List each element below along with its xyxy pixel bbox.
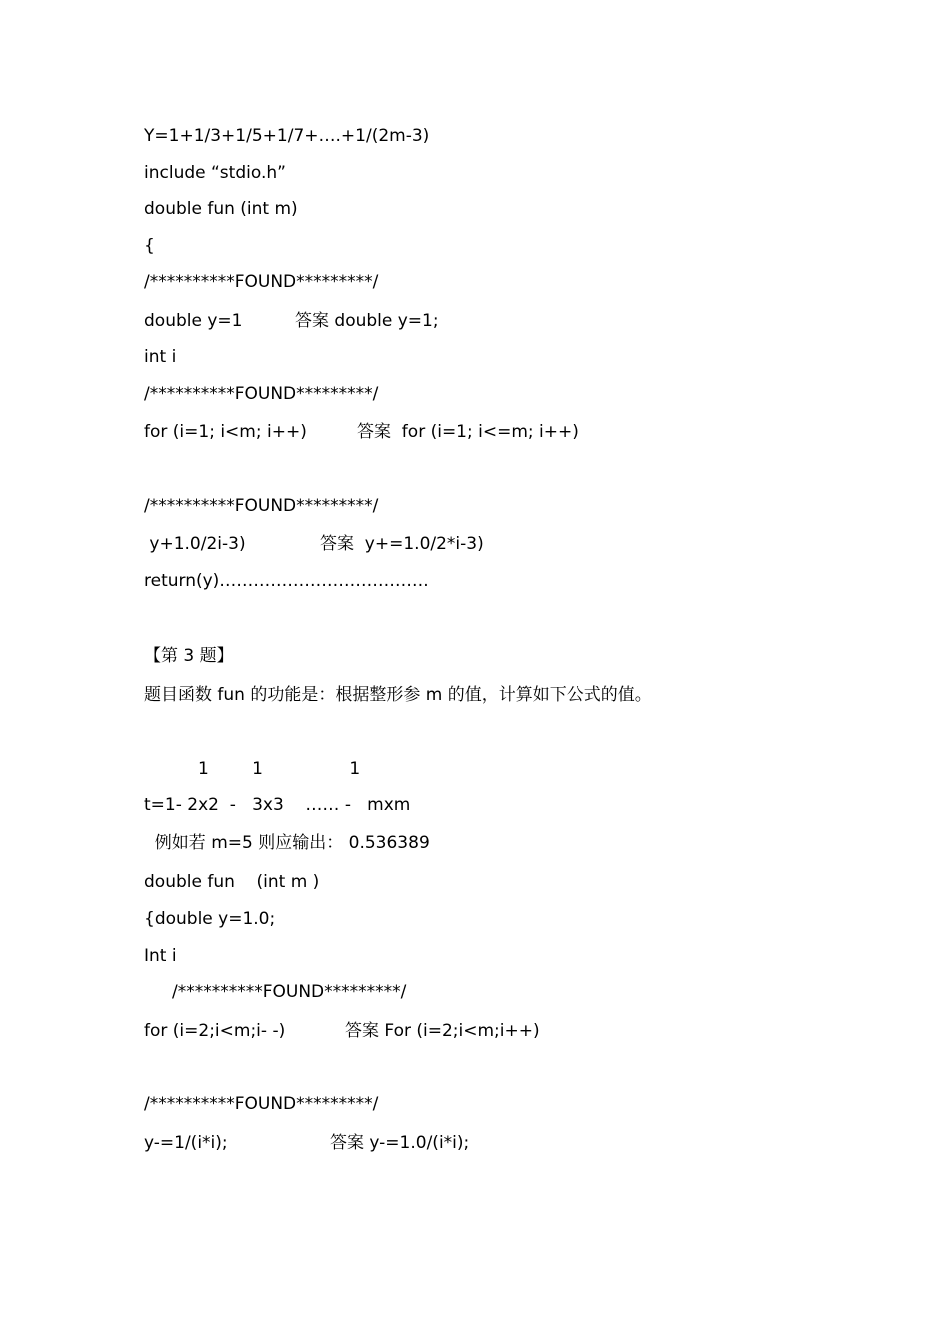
answer-line: 答案 For (i=2;i<m;i++) [345, 1021, 540, 1041]
question-text: 题目函数 fun 的功能是：根据整形参 m 的值，计算如下公式的值。 [144, 685, 652, 705]
found-marker: /**********FOUND*********/ [144, 1094, 379, 1114]
answer-line: 答案 double y=1; [295, 311, 439, 331]
function-signature: double fun (int m ) [144, 872, 320, 892]
formula-numerators: 1 1 1 [144, 759, 361, 779]
code-line: return(y)………………………………. [144, 571, 429, 591]
code-line: {double y=1.0; [144, 909, 276, 929]
answer-line: 答案 for (i=1; i<=m; i++) [357, 422, 579, 442]
code-line: y-=1/(i*i); [144, 1133, 228, 1153]
open-brace: { [144, 236, 155, 256]
code-line: y+1.0/2i-3) [144, 534, 246, 554]
found-marker: /**********FOUND*********/ [144, 384, 379, 404]
formula-line: t=1- 2x2 - 3x3 …… - mxm [144, 795, 411, 815]
example-line: 例如若 m=5 则应输出： 0.536389 [144, 833, 430, 853]
code-line: int i [144, 347, 177, 367]
code-line: for (i=2;i<m;i- -) [144, 1021, 286, 1041]
function-signature: double fun (int m) [144, 199, 298, 219]
code-line: Int i [144, 946, 177, 966]
code-line: for (i=1; i<m; i++) [144, 422, 307, 442]
found-marker: /**********FOUND*********/ [144, 496, 379, 516]
found-marker: /**********FOUND*********/ [172, 982, 407, 1002]
formula-line: Y=1+1/3+1/5+1/7+….+1/(2m-3) [144, 126, 430, 146]
question-heading: 【第 3 题】 [144, 646, 234, 666]
found-marker: /**********FOUND*********/ [144, 272, 379, 292]
answer-line: 答案 y+=1.0/2*i-3) [320, 534, 484, 554]
include-line: include “stdio.h” [144, 163, 286, 183]
code-line: double y=1 [144, 311, 243, 331]
answer-line: 答案 y-=1.0/(i*i); [330, 1133, 470, 1153]
